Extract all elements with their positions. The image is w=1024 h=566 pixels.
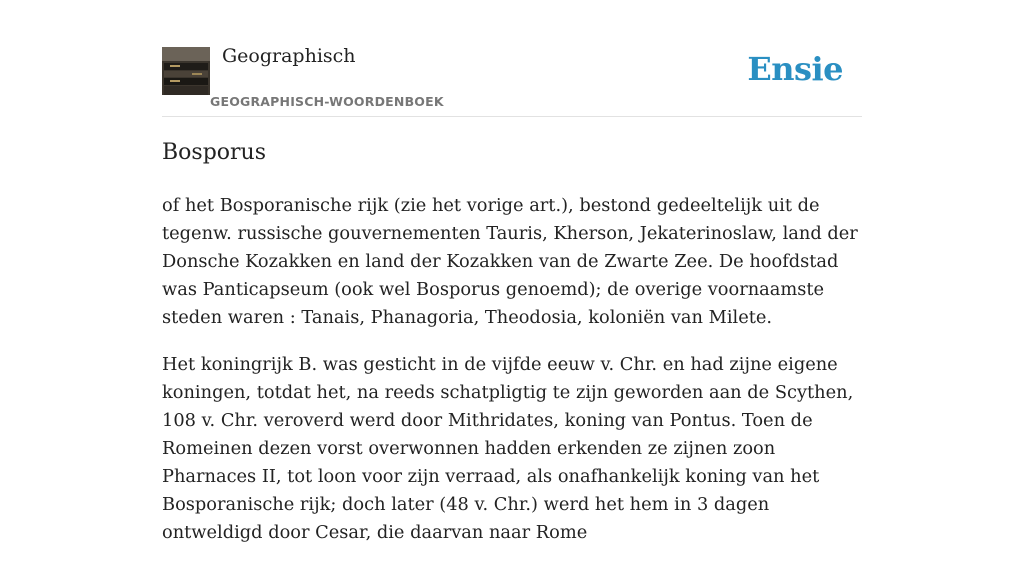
entry-paragraph: of het Bosporanische rijk (zie het vorige art.), bestond gedeeltelijk uit de tegenw. russische gouvernementen Tauris, Kherson, Jekaterinoslaw, land der Donsche Kozakken en land der Kozakken van de Zwarte Zee. De hoofdstad was Panticapseum (ook wel Bosporus genoemd); de overige voornaamste steden waren : Tanais, Phanagoria, Theodosia, koloniën van Milete.: [162, 195, 858, 328]
brand-logo[interactable]: Ensie: [747, 50, 843, 88]
book-spines-icon: [162, 47, 210, 95]
entry-body: [162, 192, 866, 566]
entry-headword: Bosporus: [162, 140, 267, 165]
source-header: [162, 40, 862, 117]
source-title[interactable]: Geographisch: [222, 45, 356, 67]
source-avatar[interactable]: [162, 47, 210, 95]
source-slug[interactable]: GEOGRAPHISCH-WOORDENBOEK: [210, 94, 444, 109]
entry-paragraph: Het koningrijk B. was gesticht in de vijfde eeuw v. Chr. en had zijne eigene koningen, totdat het, na reeds schatpligtig te zijn geworden aan de Scythen, 108 v. Chr. veroverd werd door Mithridates, koning van Pontus. Toen de Romeinen dezen vorst overwonnen hadden erkenden ze zijnen zoon Pharnaces II, tot loon voor zijn verraad, als onafhankelijk koning van het Bosporanische rijk; doch later (48 v. Chr.) werd het hem in 3 dagen ontweldigd door Cesar, die daarvan naar Rome: [162, 354, 854, 543]
